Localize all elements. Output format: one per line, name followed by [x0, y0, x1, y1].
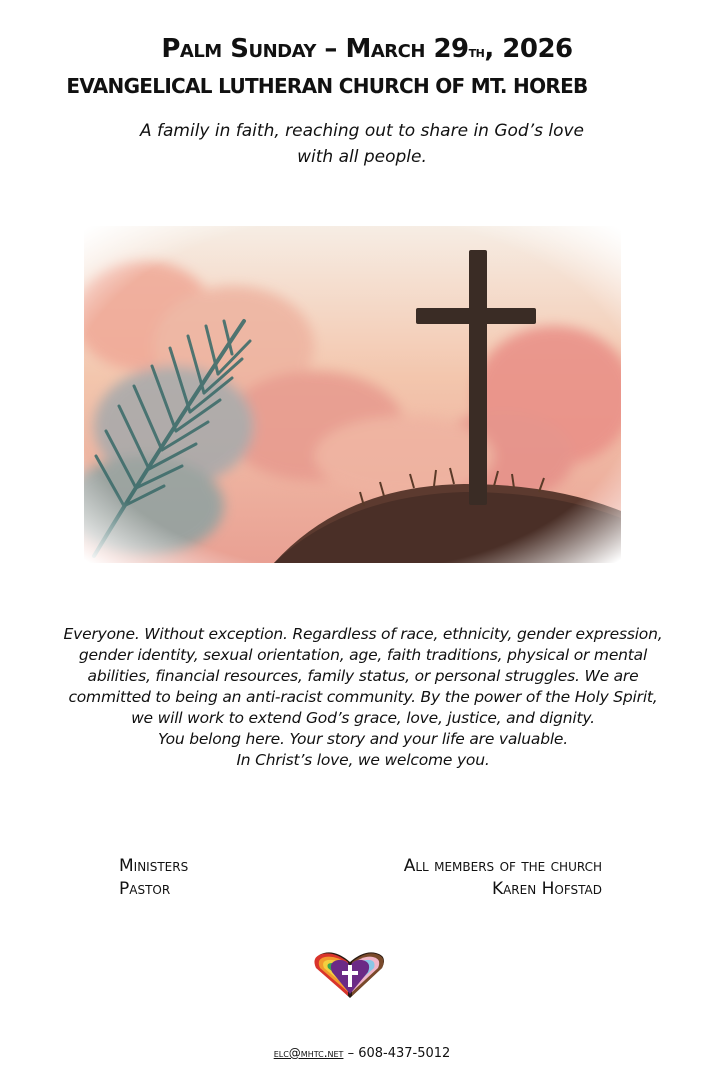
welcome-line: You belong here. Your story and your life are valuable.	[158, 730, 568, 748]
welcome-line: Everyone. Without exception. Regardless of race, ethnicity, gender expression,	[63, 625, 663, 643]
church-heart-logo	[310, 950, 390, 1000]
title-ordinal-suffix: th	[468, 43, 485, 61]
welcome-line: gender identity, sexual orientation, age, faith traditions, physical or mental	[78, 646, 648, 664]
welcome-statement	[40, 624, 686, 771]
pastor-label: Pastor	[119, 879, 171, 899]
church-name: EVANGELICAL LUTHERAN CHURCH OF MT. HOREB	[66, 74, 588, 98]
motto-line-2: with all people.	[297, 147, 427, 167]
cover-illustration	[84, 226, 621, 563]
ministers-label: Ministers	[119, 856, 189, 876]
title-year: , 2026	[484, 34, 573, 64]
motto-line-1: A family in faith, reaching out to share in God’s love	[139, 121, 585, 141]
pastor-value: Karen Hofstad	[491, 879, 602, 899]
footer-separator: –	[343, 1046, 359, 1061]
page-title	[0, 34, 704, 64]
welcome-line: In Christ’s love, we welcome you.	[236, 751, 490, 769]
ministers-value: All members of the church	[403, 856, 602, 876]
motto	[0, 118, 704, 170]
contact-footer	[0, 1046, 704, 1061]
phone-number: 608-437-5012	[358, 1046, 451, 1061]
welcome-line: committed to being an anti-racist community. By the power of the Holy Spirit,	[68, 688, 658, 706]
title-main: Palm Sunday – March 29	[161, 34, 469, 64]
welcome-line: we will work to extend God’s grace, love, justice, and dignity.	[131, 709, 595, 727]
welcome-line: abilities, financial resources, family status, or personal struggles. We are	[87, 667, 639, 685]
email-link[interactable]: elc@mhtc.net	[273, 1046, 344, 1060]
